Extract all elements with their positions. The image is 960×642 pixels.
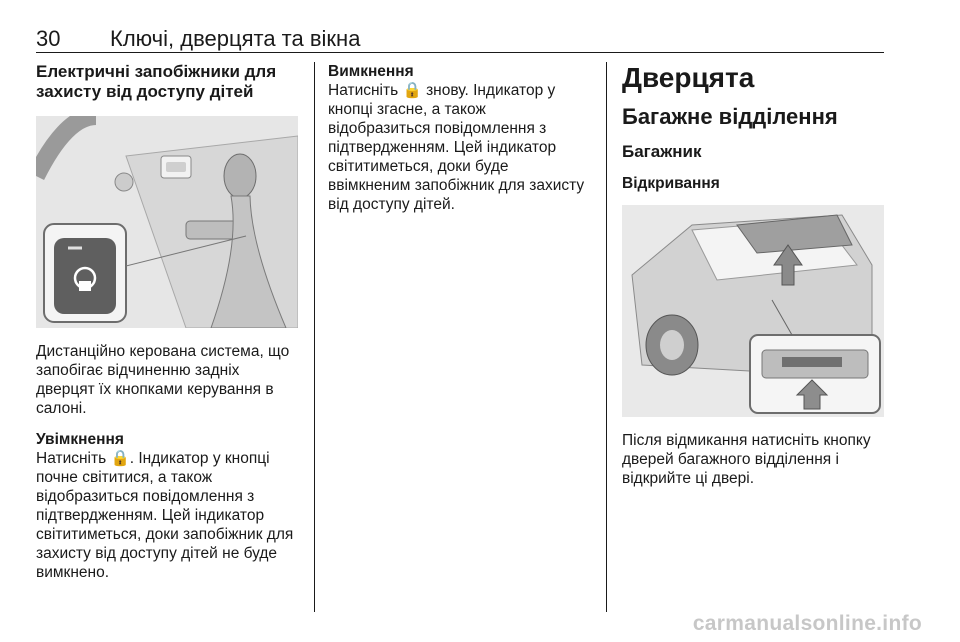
header-rule <box>36 52 884 53</box>
interior-illustration <box>36 116 298 328</box>
subsection-title: Багажне відділення <box>622 104 838 129</box>
on-heading: Увімкнення <box>36 431 124 448</box>
chapter-title: Ключі, дверцята та вікна <box>110 26 361 51</box>
column-divider <box>606 62 607 612</box>
column-divider <box>314 62 315 612</box>
subtopic-title: Відкривання <box>622 175 720 192</box>
child-lock-figure <box>36 116 298 328</box>
watermark: carmanualsonline.info <box>692 612 922 635</box>
section-title: Дверцята <box>622 62 755 93</box>
page-header <box>36 26 884 50</box>
car-rear-illustration <box>622 205 884 417</box>
column-1 <box>36 62 300 582</box>
section-heading: Електричні запобіжники для захисту від доступу дітей <box>36 62 277 101</box>
on-instructions: Натисніть 🔒. Індикатор у кнопці почне світитися, а також відобразиться повідомлення з підтвердженням. Цей індикатор світитиметься, доки запобіжник для захисту від доступу дітей не буде вимкнено. <box>36 450 294 581</box>
tailgate-figure <box>622 205 884 417</box>
column-3 <box>622 62 886 488</box>
off-heading: Вимкнення <box>328 63 414 80</box>
topic-title: Багажник <box>622 142 702 161</box>
page-number: 30 <box>36 26 61 51</box>
column-2 <box>328 62 592 214</box>
off-instructions: Натисніть 🔒 знову. Індикатор у кнопці згасне, а також відобразиться повідомлення з підтвердженням. Цей індикатор світитиметься, доки буде ввімкненим запобіжник для захисту від доступу дітей. <box>328 82 585 213</box>
tailgate-instructions: Після відмикання натисніть кнопку дверей багажного відділення і відкрийте ці двері. <box>622 432 871 487</box>
figure-caption: Дистанційно керована система, що запобігає відчиненню задніх дверцят їх кнопками керування в салоні. <box>36 343 290 417</box>
